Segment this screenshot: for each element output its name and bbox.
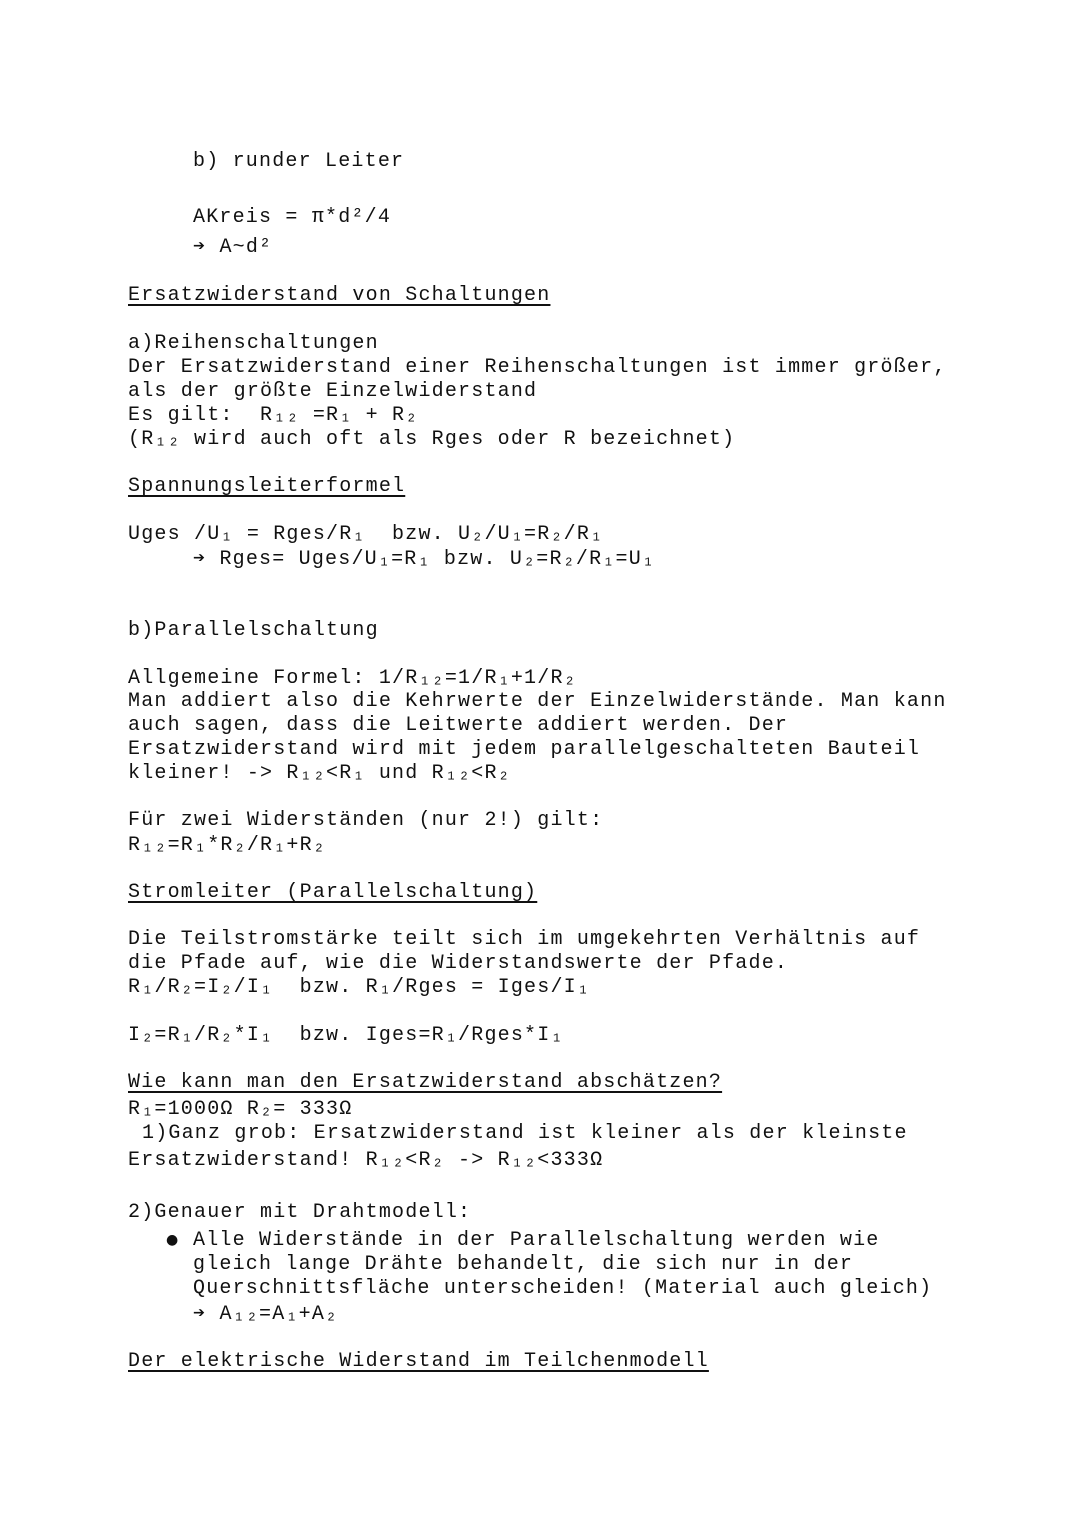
- formula-line: ➔ Rges= Uges/U₁=R₁ bzw. U₂=R₂/R₁=U₁: [193, 548, 656, 571]
- text-line: Ersatzwiderstand! R₁₂<R₂ -> R₁₂<333Ω: [128, 1149, 604, 1172]
- text-line: auch sagen, dass die Leitwerte addiert werden. Der: [128, 714, 789, 737]
- text-line: gleich lange Drähte behandelt, die sich nur in der: [193, 1253, 854, 1276]
- formula-line: ➔ A~d²: [193, 236, 273, 259]
- formula-line: AKreis = π*d²/4: [193, 206, 392, 229]
- text-line: Querschnittsfläche unterscheiden! (Material auch gleich): [193, 1277, 933, 1300]
- subheading: 2)Genauer mit Drahtmodell:: [128, 1201, 472, 1224]
- section-heading: Der elektrische Widerstand im Teilchenmodell: [128, 1350, 709, 1373]
- subheading: b)Parallelschaltung: [128, 619, 379, 642]
- formula-line: Uges /U₁ = Rges/R₁ bzw. U₂/U₁=R₂/R₁: [128, 523, 604, 546]
- formula-line: R₁₂=R₁*R₂/R₁+R₂: [128, 834, 327, 857]
- text-line: b) runder Leiter: [193, 150, 405, 173]
- text-line: Man addiert also die Kehrwerte der Einzelwiderstände. Man kann: [128, 690, 947, 713]
- section-heading: Stromleiter (Parallelschaltung): [128, 881, 538, 904]
- section-heading: Ersatzwiderstand von Schaltungen: [128, 284, 551, 307]
- formula-line: Allgemeine Formel: 1/R₁₂=1/R₁+1/R₂: [128, 667, 577, 690]
- text-line: als der größte Einzelwiderstand: [128, 380, 538, 403]
- formula-line: R₁/R₂=I₂/I₁ bzw. R₁/Rges = Iges/I₁: [128, 976, 591, 999]
- formula-line: I₂=R₁/R₂*I₁ bzw. Iges=R₁/Rges*I₁: [128, 1024, 564, 1047]
- text-line: 1)Ganz grob: Ersatzwiderstand ist kleiner als der kleinste: [142, 1122, 908, 1145]
- text-line: Die Teilstromstärke teilt sich im umgekehrten Verhältnis auf: [128, 928, 921, 951]
- bullet-dot-icon: ●: [166, 1232, 179, 1248]
- formula-line: R₁=1000Ω R₂= 333Ω: [128, 1098, 353, 1121]
- text-line: (R₁₂ wird auch oft als Rges oder R bezeichnet): [128, 428, 736, 451]
- text-line: Ersatzwiderstand wird mit jedem parallelgeschalteten Bauteil: [128, 738, 921, 761]
- section-heading: Spannungsleiterformel: [128, 475, 406, 498]
- text-line: kleiner! -> R₁₂<R₁ und R₁₂<R₂: [128, 762, 511, 785]
- subheading: a)Reihenschaltungen: [128, 332, 379, 355]
- list-item: Alle Widerstände in der Parallelschaltung werden wie: [193, 1229, 880, 1252]
- section-heading: Wie kann man den Ersatzwiderstand abschätzen?: [128, 1071, 723, 1094]
- text-line: die Pfade auf, wie die Widerstandswerte der Pfade.: [128, 952, 789, 975]
- formula-line: Es gilt: R₁₂ =R₁ + R₂: [128, 404, 419, 427]
- formula-line: ➔ A₁₂=A₁+A₂: [193, 1303, 339, 1326]
- text-line: Für zwei Widerständen (nur 2!) gilt:: [128, 809, 604, 832]
- text-line: Der Ersatzwiderstand einer Reihenschaltungen ist immer größer,: [128, 356, 947, 379]
